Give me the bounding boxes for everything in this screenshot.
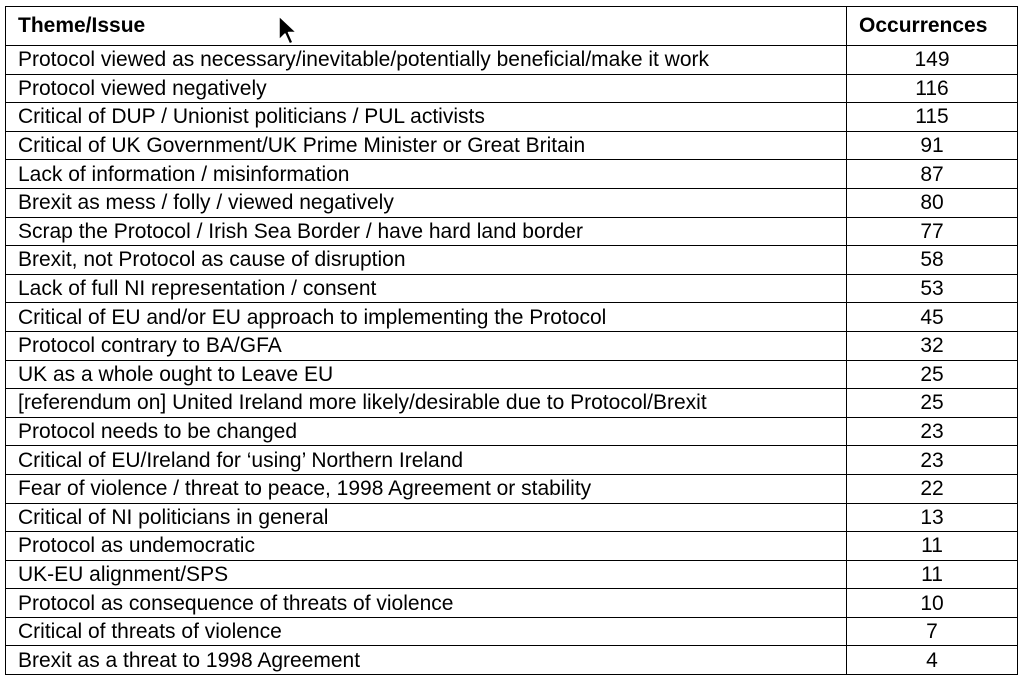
table-row (6, 103, 1018, 132)
table-row (6, 617, 1018, 646)
theme-cell: Protocol contrary to BA/GFA (6, 331, 847, 360)
table-row (6, 131, 1018, 160)
occurrences-cell: 23 (847, 446, 1018, 475)
header-occurrences: Occurrences (847, 7, 1018, 46)
theme-cell: Brexit as a threat to 1998 Agreement (6, 646, 847, 675)
theme-cell: Critical of DUP / Unionist politicians / PUL activists (6, 103, 847, 132)
table-row (6, 188, 1018, 217)
table-row (6, 389, 1018, 418)
themes-table (5, 6, 1018, 675)
occurrences-cell: 45 (847, 303, 1018, 332)
theme-cell: Lack of information / misinformation (6, 160, 847, 189)
theme-cell: Critical of EU/Ireland for ‘using’ Northern Ireland (6, 446, 847, 475)
theme-cell: Lack of full NI representation / consent (6, 274, 847, 303)
theme-cell: UK-EU alignment/SPS (6, 560, 847, 589)
theme-cell: Protocol viewed negatively (6, 74, 847, 103)
theme-cell: Scrap the Protocol / Irish Sea Border / have hard land border (6, 217, 847, 246)
theme-cell: Brexit, not Protocol as cause of disruption (6, 246, 847, 275)
occurrences-cell: 10 (847, 589, 1018, 618)
occurrences-cell: 25 (847, 360, 1018, 389)
occurrences-cell: 116 (847, 74, 1018, 103)
themes-table-container (5, 6, 1017, 675)
header-theme-issue: Theme/Issue (6, 7, 847, 46)
table-row (6, 417, 1018, 446)
occurrences-cell: 32 (847, 331, 1018, 360)
theme-cell: Brexit as mess / folly / viewed negatively (6, 188, 847, 217)
table-row (6, 532, 1018, 561)
theme-cell: Fear of violence / threat to peace, 1998 Agreement or stability (6, 474, 847, 503)
table-row (6, 446, 1018, 475)
occurrences-cell: 7 (847, 617, 1018, 646)
table-row (6, 503, 1018, 532)
table-row (6, 74, 1018, 103)
occurrences-cell: 115 (847, 103, 1018, 132)
occurrences-cell: 91 (847, 131, 1018, 160)
theme-cell: Critical of EU and/or EU approach to implementing the Protocol (6, 303, 847, 332)
theme-cell: Critical of NI politicians in general (6, 503, 847, 532)
table-row (6, 589, 1018, 618)
occurrences-cell: 58 (847, 246, 1018, 275)
table-row (6, 560, 1018, 589)
theme-cell: UK as a whole ought to Leave EU (6, 360, 847, 389)
theme-cell: Protocol as consequence of threats of violence (6, 589, 847, 618)
theme-cell: Protocol as undemocratic (6, 532, 847, 561)
theme-cell: Critical of UK Government/UK Prime Minister or Great Britain (6, 131, 847, 160)
occurrences-cell: 25 (847, 389, 1018, 418)
theme-cell: Critical of threats of violence (6, 617, 847, 646)
table-row (6, 274, 1018, 303)
occurrences-cell: 87 (847, 160, 1018, 189)
occurrences-cell: 13 (847, 503, 1018, 532)
mouse-pointer-icon (277, 14, 299, 48)
occurrences-cell: 77 (847, 217, 1018, 246)
table-row (6, 246, 1018, 275)
occurrences-cell: 53 (847, 274, 1018, 303)
table-row (6, 360, 1018, 389)
table-row (6, 474, 1018, 503)
occurrences-cell: 149 (847, 46, 1018, 75)
theme-cell: [referendum on] United Ireland more likely/desirable due to Protocol/Brexit (6, 389, 847, 418)
table-header-row (6, 7, 1018, 46)
theme-cell: Protocol viewed as necessary/inevitable/potentially beneficial/make it work (6, 46, 847, 75)
occurrences-cell: 22 (847, 474, 1018, 503)
table-row (6, 160, 1018, 189)
table-row (6, 217, 1018, 246)
occurrences-cell: 4 (847, 646, 1018, 675)
table-row (6, 331, 1018, 360)
occurrences-cell: 11 (847, 560, 1018, 589)
occurrences-cell: 11 (847, 532, 1018, 561)
occurrences-cell: 23 (847, 417, 1018, 446)
table-row (6, 646, 1018, 675)
table-row (6, 46, 1018, 75)
theme-cell: Protocol needs to be changed (6, 417, 847, 446)
table-row (6, 303, 1018, 332)
occurrences-cell: 80 (847, 188, 1018, 217)
